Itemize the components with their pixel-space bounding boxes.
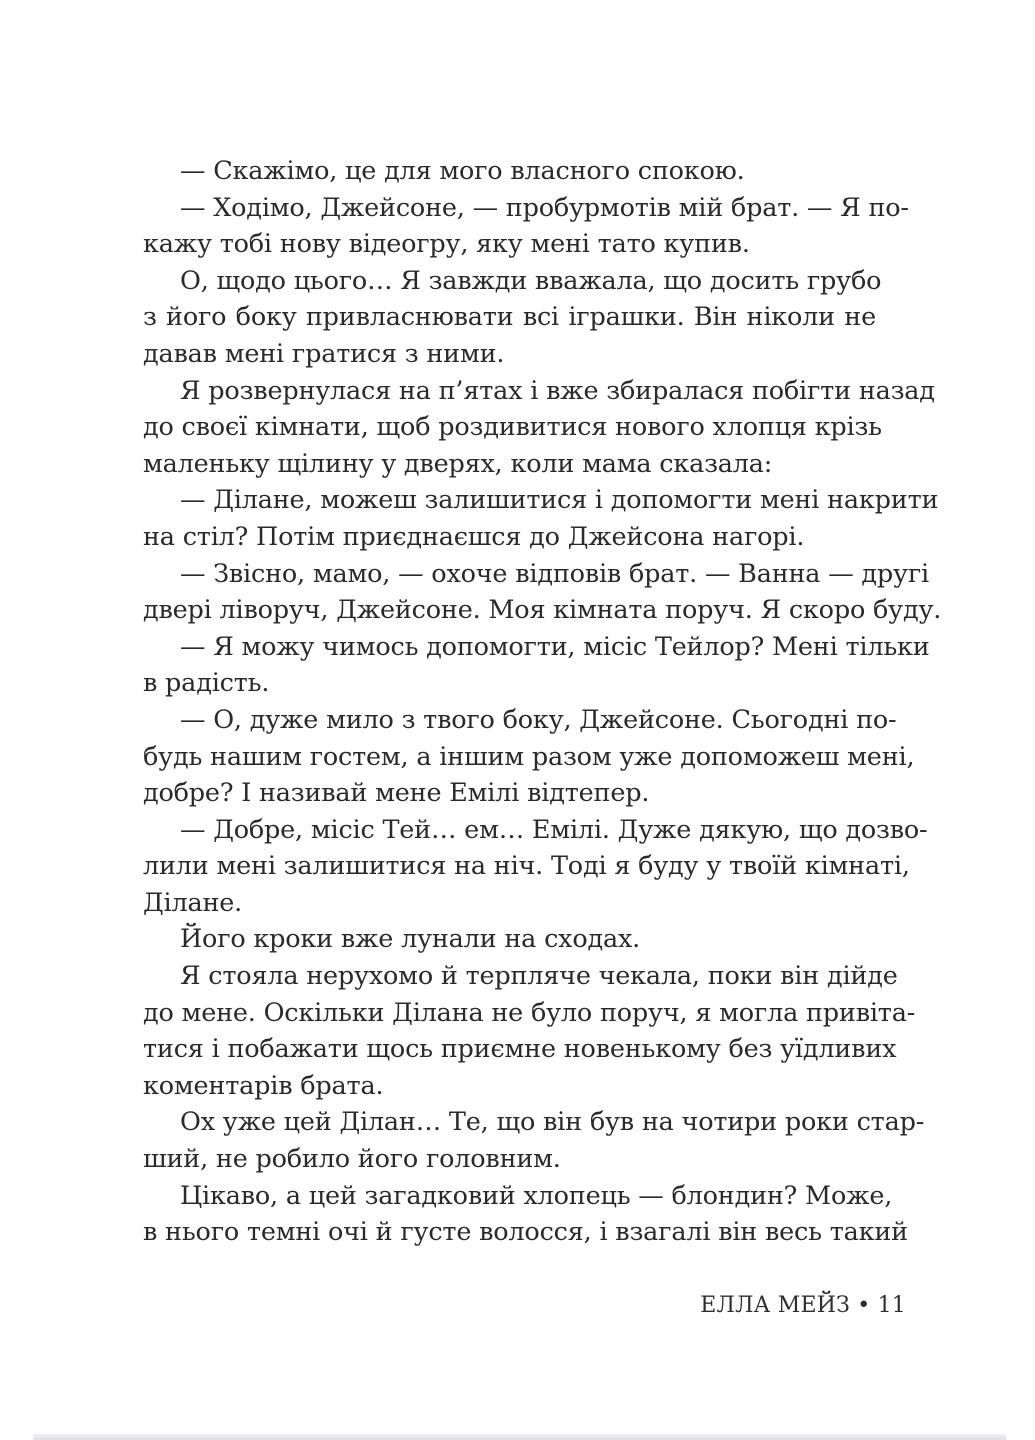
text-line: до своєї кімнати, щоб роздивитися нового хлопця крізь (143, 412, 882, 443)
text-line: — Я можу чимось допомогти, місіс Тейлор? Мені тільки (180, 631, 930, 662)
text-line: — Скажімо, це для мого власного спокою. (180, 156, 745, 186)
text-line: — Добре, місіс Тей… ем… Емілі. Дуже дякую, що дозво- (180, 814, 928, 845)
text-line: будь нашим гостем, а іншим разом уже допоможеш мені, (143, 741, 915, 772)
text-line: маленьку щілину у дверях, коли мама сказала: (143, 448, 773, 479)
text-line: коментарів брата. (143, 1070, 384, 1101)
text-line: тися і побажати щось приємне новенькому без уїдливих (143, 1034, 897, 1065)
text-line: Ділане. (143, 887, 243, 918)
text-line: до мене. Оскільки Ділана не було поруч, я могла привіта- (143, 997, 916, 1028)
footer-separator: • (857, 1293, 871, 1318)
running-footer (0, 1293, 906, 1318)
text-line: кажу тобі нову відеогру, яку мені тато купив. (143, 229, 750, 260)
bottom-edge-bar (33, 1434, 1006, 1440)
text-line: ший, не робило його головним. (143, 1144, 561, 1175)
text-line: — Звісно, мамо, — охоче відповів брат. — Ванна — другі (180, 558, 929, 589)
text-line: — Ділане, можеш залишитися і допомогти мені накрити (180, 485, 939, 516)
text-line: в радість. (143, 668, 270, 699)
text-line: двері ліворуч, Джейсоне. Моя кімната поруч. Я скоро буду. (143, 595, 942, 626)
text-line: О, щодо цього… Я завжди вважала, що досить грубо (180, 265, 882, 296)
page-number: 11 (877, 1293, 906, 1318)
text-line: лили мені залишитися на ніч. Тоді я буду у твоїй кімнаті, (143, 851, 910, 882)
body-text (143, 153, 942, 1251)
text-line: Його кроки вже лунали на сходах. (180, 924, 641, 955)
text-line: з його боку привласнювати всі іграшки. Він ніколи не (143, 302, 876, 333)
text-line: — Ходімо, Джейсоне, — пробурмотів мій брат. — Я по- (180, 192, 909, 223)
text-line: давав мені гратися з ними. (143, 338, 505, 369)
text-line: Цікаво, а цей загадковий хлопець — блондин? Може, (180, 1180, 893, 1211)
text-line: — О, дуже мило з твого боку, Джейсоне. Сьогодні по- (180, 704, 897, 735)
text-line: добре? І називай мене Емілі відтепер. (143, 778, 650, 809)
footer-author: ЕЛЛА МЕЙЗ (700, 1293, 850, 1318)
text-line: Я стояла нерухомо й терпляче чекала, поки він дійде (180, 961, 898, 992)
text-line: Я розвернулася на п’ятах і вже збиралася побігти назад (180, 375, 935, 406)
text-line: в нього темні очі й густе волосся, і взагалі він весь такий (143, 1217, 908, 1248)
text-line: Ох уже цей Ділан… Те, що він був на чотири роки стар- (180, 1107, 925, 1138)
text-line: на стіл? Потім приєднаєшся до Джейсона нагорі. (143, 521, 805, 552)
